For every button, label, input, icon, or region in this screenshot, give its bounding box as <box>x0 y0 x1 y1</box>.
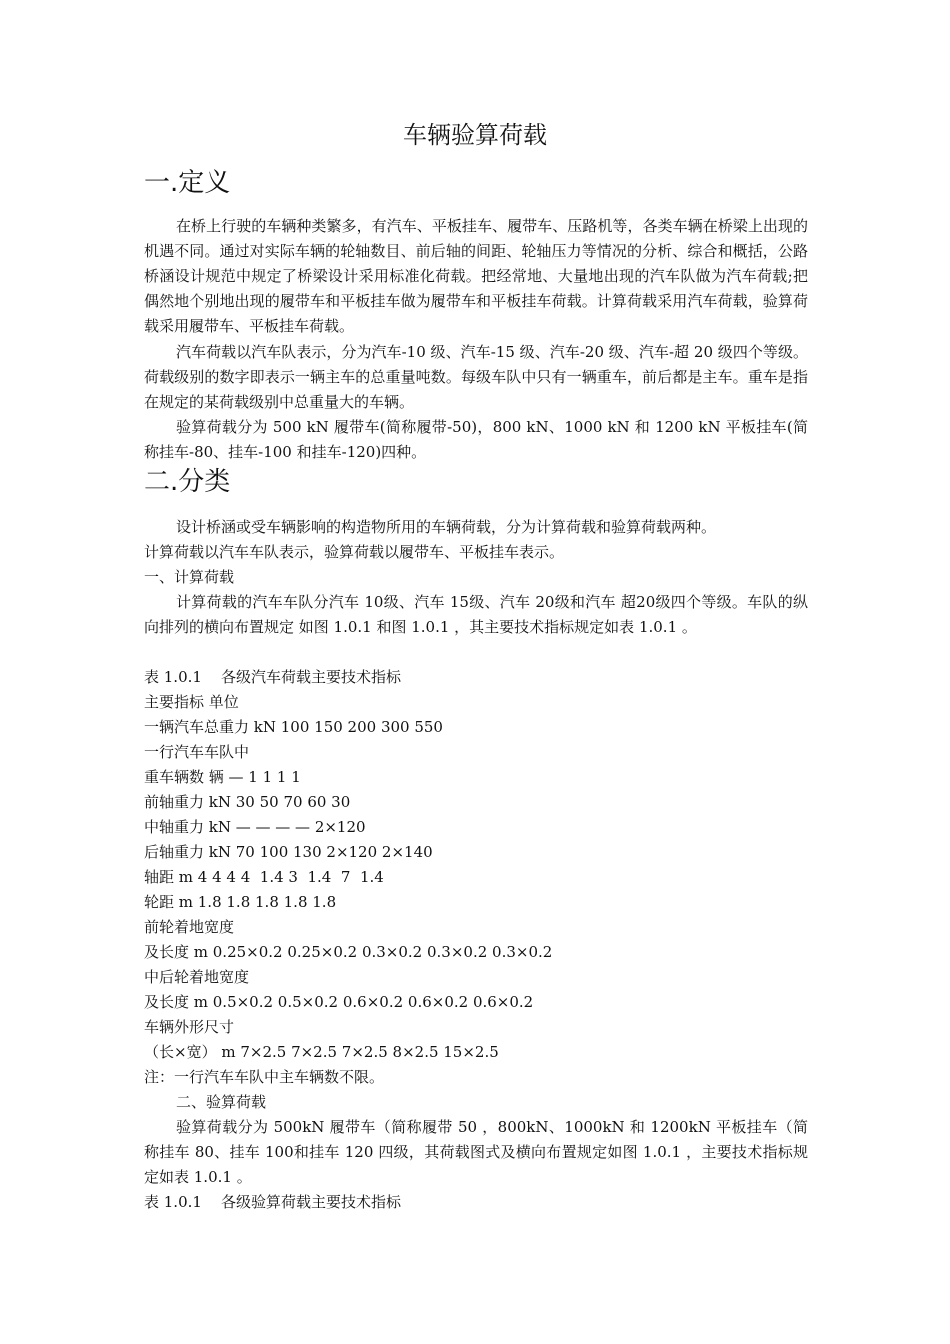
paragraph: 计算荷载的汽车车队分汽车 10级、汽车 15级、汽车 20级和汽车 超20级四个等级。车队的纵向排列的横向布置规定 如图 1.0.1 和图 1.0.1 ，其主要技术指标规定如表 1.0.1 。 <box>144 593 808 636</box>
table-line: 一行汽车车队中 <box>144 743 250 761</box>
table-line: 前轴重力 kN 30 50 70 60 30 <box>144 793 351 811</box>
table-line: 及长度 m 0.5×0.2 0.5×0.2 0.6×0.2 0.6×0.2 0.6×0.2 <box>144 993 534 1011</box>
section-heading-classification: 二.分类 <box>144 467 231 497</box>
table-line: 前轮着地宽度 <box>144 918 235 936</box>
paragraph: 设计桥涵或受车辆影响的构造物所用的车辆荷载，分为计算荷载和验算荷载两种。 <box>176 518 717 536</box>
paragraph: 计算荷载以汽车车队表示，验算荷载以履带车、平板挂车表示。 <box>144 543 565 561</box>
subsection-title: 一、计算荷载 <box>144 568 235 586</box>
paragraph: 在桥上行驶的车辆种类繁多，有汽车、平板挂车、履带车、压路机等，各类车辆在桥梁上出现的机遇不同。通过对实际车辆的轮轴数目、前后轴的间距、轮轴压力等情况的分析、综合和概括，公路桥涵设计规范中规定了桥梁设计采用标准化荷载。把经常地、大量地出现的汽车队做为汽车荷载;把偶然地个别地出现的履带车和平板挂车做为履带车和平板挂车荷载。计算荷载采用汽车荷载，验算荷载采用履带车、平板挂车荷载。 <box>144 217 808 335</box>
table-line: 一辆汽车总重力 kN 100 150 200 300 550 <box>144 718 443 736</box>
table-line: 轴距 m 4 4 4 4 1.4 3 1.4 7 1.4 <box>144 868 384 886</box>
paragraph: 验算荷载分为 500kN 履带车（简称履带 50 ，800kN、1000kN 和 1200kN 平板挂车（简称挂车 80、挂车 100和挂车 120 四级，其荷载图式及横向布置规定如图 1.0.1 ，主要技术指标规定如表 1.0.1 。 <box>144 1118 808 1186</box>
table-line: 重车辆数 辆 — 1 1 1 1 <box>144 768 301 786</box>
table-line: 中轴重力 kN — — — — 2×120 <box>144 818 366 836</box>
table-line: 车辆外形尺寸 <box>144 1018 235 1036</box>
table-line: 及长度 m 0.25×0.2 0.25×0.2 0.3×0.2 0.3×0.2 0.3×0.2 <box>144 943 553 961</box>
subsection-title: 二、验算荷载 <box>176 1093 267 1111</box>
table-caption: 表 1.0.1 各级验算荷载主要技术指标 <box>144 1193 402 1211</box>
table-line: 轮距 m 1.8 1.8 1.8 1.8 1.8 <box>144 893 337 911</box>
paragraph: 验算荷载分为 500 kN 履带车(简称履带-50)，800 kN、1000 kN 和 1200 kN 平板挂车(简称挂车-80、挂车-100 和挂车-120)四种。 <box>144 418 808 461</box>
paragraph: 汽车荷载以汽车队表示，分为汽车-10 级、汽车-15 级、汽车-20 级、汽车-超 20 级四个等级。荷载级别的数字即表示一辆主车的总重量吨数。每级车队中只有一辆重车，前后都是主车。重车是指在规定的某荷载级别中总重量大的车辆。 <box>144 343 808 411</box>
table-line: 后轴重力 kN 70 100 130 2×120 2×140 <box>144 843 433 861</box>
table-line: 主要指标 单位 <box>144 693 239 711</box>
section-heading-definition: 一.定义 <box>144 168 231 198</box>
table-note: 注：一行汽车车队中主车辆数不限。 <box>144 1068 385 1086</box>
table-caption: 表 1.0.1 各级汽车荷载主要技术指标 <box>144 668 402 686</box>
table-line: 中后轮着地宽度 <box>144 968 250 986</box>
table-line: （长×宽） m 7×2.5 7×2.5 7×2.5 8×2.5 15×2.5 <box>144 1043 499 1061</box>
document-title: 车辆验算荷载 <box>403 121 547 149</box>
